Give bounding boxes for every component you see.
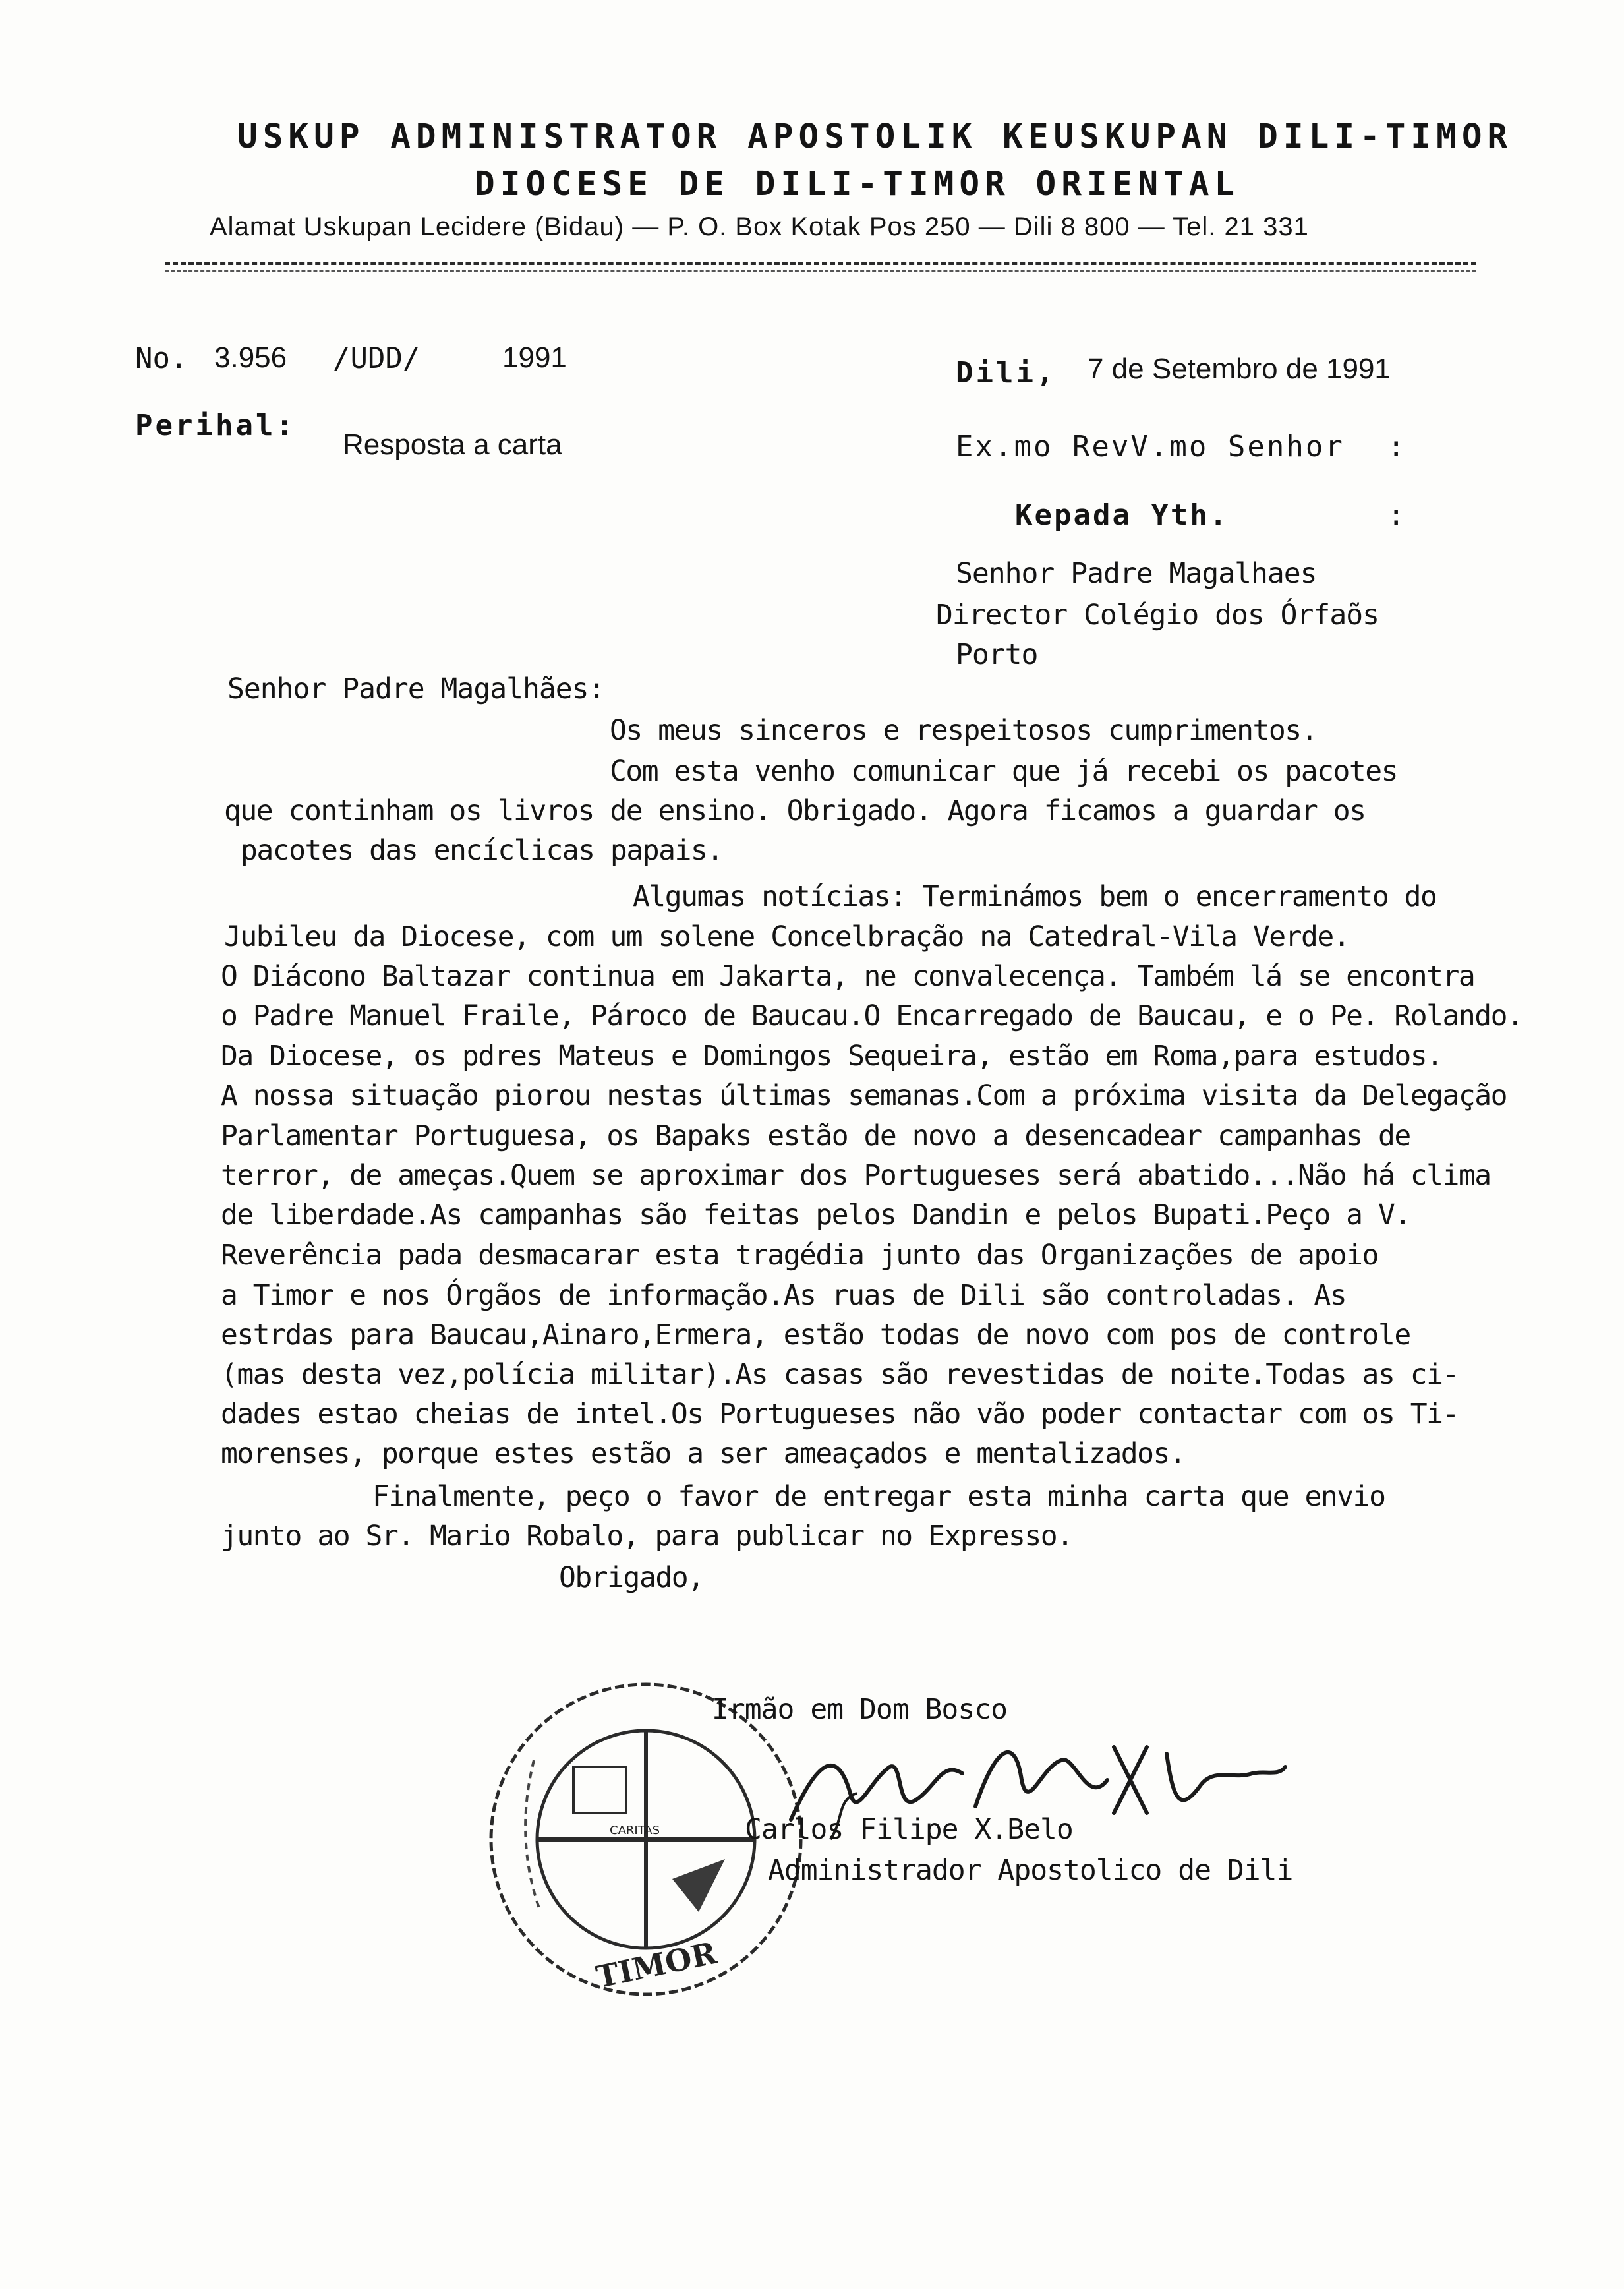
body-line: morenses, porque estes estão a ser ameaçados e mentalizados. [221, 1437, 1186, 1470]
letterhead-rule [165, 262, 1476, 265]
letterhead-address: Alamat Uskupan Lecidere (Bidau) — P. O. Box Kotak Pos 250 — Dili 8 800 — Tel. 21 331 [210, 212, 1309, 241]
body-line: A nossa situação piorou nestas últimas semanas.Com a próxima visita da Delegação [221, 1079, 1507, 1112]
reference-label: No. [135, 342, 188, 375]
place: Dili, [956, 356, 1057, 390]
body-line: a Timor e nos Órgãos de informação.As ruas de Dili são controladas. As [221, 1279, 1347, 1312]
kepada-colon: : [1387, 498, 1405, 532]
body-line: Obrigado, [559, 1561, 704, 1594]
body-line: terror, de ameças.Quem se aproximar dos Portugueses será abatido...Não há clima [221, 1159, 1491, 1192]
body-line: Jubileu da Diocese, com um solene Concelbração na Catedral-Vila Verde. [224, 920, 1350, 953]
reference-code: /UDD/ [333, 342, 420, 375]
reference-year: 1991 [502, 342, 567, 374]
body-line: que continham os livros de ensino. Obrigado. Agora ficamos a guardar os [224, 794, 1366, 827]
svg-text:CARITAS: CARITAS [610, 1824, 660, 1837]
recipient-city: Porto [956, 638, 1038, 671]
svg-text:TIMOR: TIMOR [593, 1934, 720, 1996]
closing-fraternal: Irmão em Dom Bosco [712, 1693, 1007, 1726]
greeting: Senhor Padre Magalhães: [227, 672, 605, 705]
letterhead-rule-secondary [165, 270, 1476, 272]
body-line: dades estao cheias de intel.Os Portugueses não vão poder contactar com os Ti- [221, 1398, 1459, 1431]
body-line: Algumas notícias: Terminámos bem o encerramento do [633, 880, 1437, 913]
body-line: Finalmente, peço o favor de entregar esta minha carta que envio [372, 1480, 1385, 1513]
formal-salutation: Ex.mo RevV.mo Senhor [956, 430, 1345, 463]
body-line: Reverência pada desmacarar esta tragédia junto das Organizações de apoio [221, 1239, 1378, 1272]
body-line: Os meus sinceros e respeitosos cumprimentos. [610, 714, 1318, 747]
letterhead-subtitle: DIOCESE DE DILI-TIMOR ORIENTAL [475, 165, 1240, 204]
formal-salutation-colon: : [1387, 430, 1405, 463]
recipient-title: Director Colégio dos Órfaõs [936, 599, 1379, 632]
signatory-role: Administrador Apostolico de Dili [768, 1854, 1293, 1887]
body-line: (mas desta vez,polícia militar).As casas são revestidas de noite.Todas as ci- [221, 1358, 1459, 1391]
body-line: de liberdade.As campanhas são feitas pelos Dandin e pelos Bupati.Peço a V. [221, 1199, 1410, 1232]
subject-value: Resposta a carta [343, 429, 562, 461]
date: 7 de Setembro de 1991 [1088, 353, 1391, 385]
subject-label: Perihal: [135, 409, 296, 442]
body-line: Da Diocese, os pdres Mateus e Domingos Sequeira, estão em Roma,para estudos. [221, 1040, 1443, 1073]
signatory-name: Carlos Filipe X.Belo [745, 1813, 1073, 1846]
body-line: junto ao Sr. Mario Robalo, para publicar no Expresso. [221, 1520, 1073, 1553]
body-line: pacotes das encíclicas papais. [241, 834, 723, 867]
recipient-name: Senhor Padre Magalhaes [956, 557, 1317, 590]
kepada-label: Kepada Yth. [1015, 498, 1229, 532]
body-line: Com esta venho comunicar que já recebi os pacotes [610, 755, 1398, 788]
letterhead-title: USKUP ADMINISTRATOR APOSTOLIK KEUSKUPAN DILI-TIMOR [237, 117, 1513, 156]
body-line: estrdas para Baucau,Ainaro,Ermera, estão todas de novo com pos de controle [221, 1319, 1410, 1352]
body-line: o Padre Manuel Fraile, Pároco de Baucau.O Encarregado de Baucau, e o Pe. Rolando. [221, 999, 1523, 1032]
body-line: Parlamentar Portuguesa, os Bapaks estão de novo a desencadear campanhas de [221, 1119, 1410, 1152]
body-line: O Diácono Baltazar continua em Jakarta, ne convalecença. Também lá se encontra [221, 960, 1475, 993]
reference-number: 3.956 [214, 342, 287, 374]
